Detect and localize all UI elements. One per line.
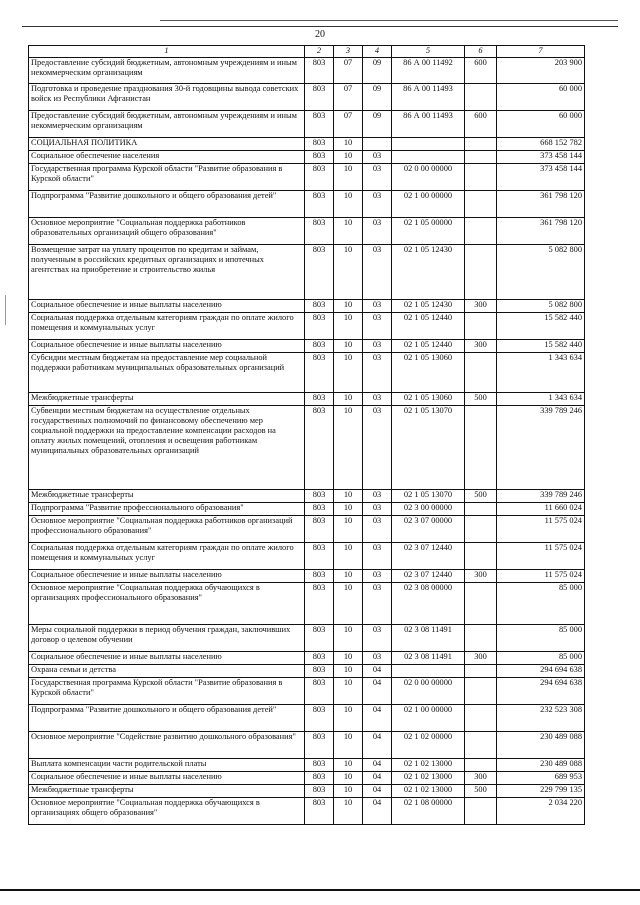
table-row <box>29 785 585 798</box>
table-row <box>29 245 585 300</box>
table-row <box>29 340 585 353</box>
cell-expense-type: 300 <box>465 300 497 313</box>
cell-ministry: 803 <box>305 785 334 798</box>
cell-amount: 11 575 024 <box>497 570 585 583</box>
cell-name: Социальное обеспечение и иные выплаты населению <box>29 340 305 353</box>
cell-target-article: 02 1 02 13000 <box>392 785 465 798</box>
cell-name: Предоставление субсидий бюджетным, автономным учреждениям и иным некоммерческим организациям <box>29 58 305 84</box>
cell-subsection: 03 <box>363 393 392 406</box>
cell-ministry: 803 <box>305 652 334 665</box>
header-col-5: 5 <box>392 46 465 58</box>
cell-name: Выплата компенсации части родительской платы <box>29 759 305 772</box>
cell-target-article: 02 1 05 12430 <box>392 245 465 300</box>
cell-section: 10 <box>334 665 363 678</box>
cell-section: 10 <box>334 772 363 785</box>
cell-ministry: 803 <box>305 490 334 503</box>
table-row <box>29 164 585 191</box>
table-row <box>29 58 585 84</box>
cell-name: Социальное обеспечение и иные выплаты населению <box>29 772 305 785</box>
cell-ministry: 803 <box>305 300 334 313</box>
cell-section: 10 <box>334 218 363 245</box>
cell-name: Государственная программа Курской области "Развитие образования в Курской области" <box>29 164 305 191</box>
cell-amount: 230 489 088 <box>497 759 585 772</box>
cell-name: Межбюджетные трансферты <box>29 393 305 406</box>
cell-section: 10 <box>334 759 363 772</box>
cell-subsection: 04 <box>363 759 392 772</box>
cell-target-article: 02 1 05 13070 <box>392 406 465 490</box>
cell-amount: 339 789 246 <box>497 406 585 490</box>
table-row <box>29 111 585 138</box>
cell-amount: 2 034 220 <box>497 798 585 825</box>
cell-amount: 203 900 <box>497 58 585 84</box>
cell-target-article: 02 1 05 00000 <box>392 218 465 245</box>
cell-section: 10 <box>334 340 363 353</box>
cell-ministry: 803 <box>305 732 334 759</box>
cell-expense-type <box>465 705 497 732</box>
cell-subsection: 03 <box>363 245 392 300</box>
cell-expense-type <box>465 245 497 300</box>
cell-ministry: 803 <box>305 772 334 785</box>
cell-expense-type <box>465 798 497 825</box>
cell-name: Социальная поддержка отдельным категориям граждан по оплате жилого помещения и коммунальных услуг <box>29 313 305 340</box>
cell-target-article: 02 3 07 00000 <box>392 516 465 543</box>
cell-ministry: 803 <box>305 570 334 583</box>
cell-expense-type: 600 <box>465 111 497 138</box>
cell-name: Межбюджетные трансферты <box>29 490 305 503</box>
cell-subsection: 09 <box>363 58 392 84</box>
cell-name: Социальное обеспечение и иные выплаты населению <box>29 300 305 313</box>
cell-subsection: 03 <box>363 218 392 245</box>
cell-expense-type: 600 <box>465 58 497 84</box>
cell-name: Охрана семьи и детства <box>29 665 305 678</box>
cell-amount: 361 798 120 <box>497 191 585 218</box>
cell-target-article: 02 3 08 11491 <box>392 652 465 665</box>
cell-subsection: 03 <box>363 570 392 583</box>
cell-amount: 15 582 440 <box>497 313 585 340</box>
cell-subsection: 03 <box>363 516 392 543</box>
cell-amount: 60 000 <box>497 111 585 138</box>
cell-amount: 11 575 024 <box>497 516 585 543</box>
cell-subsection: 04 <box>363 665 392 678</box>
cell-subsection: 03 <box>363 583 392 625</box>
cell-target-article: 02 1 00 00000 <box>392 191 465 218</box>
cell-expense-type: 500 <box>465 490 497 503</box>
cell-amount: 230 489 088 <box>497 732 585 759</box>
cell-amount: 15 582 440 <box>497 340 585 353</box>
cell-amount: 85 000 <box>497 625 585 652</box>
cell-section: 10 <box>334 393 363 406</box>
cell-subsection: 04 <box>363 705 392 732</box>
cell-target-article: 02 0 00 00000 <box>392 678 465 705</box>
cell-subsection: 04 <box>363 732 392 759</box>
cell-name: Социальное обеспечение и иные выплаты населению <box>29 652 305 665</box>
cell-section: 10 <box>334 516 363 543</box>
top-rule-short <box>160 20 618 21</box>
cell-name: Государственная программа Курской области "Развитие образования в Курской области" <box>29 678 305 705</box>
cell-amount: 1 343 634 <box>497 353 585 393</box>
cell-amount: 1 343 634 <box>497 393 585 406</box>
cell-ministry: 803 <box>305 191 334 218</box>
cell-section: 07 <box>334 84 363 111</box>
cell-target-article: 02 1 02 13000 <box>392 772 465 785</box>
cell-amount: 11 575 024 <box>497 543 585 570</box>
cell-section: 10 <box>334 353 363 393</box>
cell-subsection: 09 <box>363 84 392 111</box>
cell-name: СОЦИАЛЬНАЯ ПОЛИТИКА <box>29 138 305 151</box>
cell-target-article: 86 А 00 11493 <box>392 111 465 138</box>
cell-expense-type: 300 <box>465 652 497 665</box>
cell-expense-type <box>465 218 497 245</box>
cell-amount: 11 660 024 <box>497 503 585 516</box>
cell-amount: 339 789 246 <box>497 490 585 503</box>
cell-ministry: 803 <box>305 245 334 300</box>
table-row <box>29 625 585 652</box>
cell-amount: 294 694 638 <box>497 665 585 678</box>
cell-subsection: 03 <box>363 406 392 490</box>
table-row <box>29 570 585 583</box>
cell-target-article: 02 1 02 00000 <box>392 732 465 759</box>
header-row <box>29 46 585 58</box>
cell-target-article <box>392 138 465 151</box>
cell-ministry: 803 <box>305 151 334 164</box>
cell-amount: 60 000 <box>497 84 585 111</box>
cell-expense-type <box>465 406 497 490</box>
cell-name: Основное мероприятие "Социальная поддержка обучающихся в организациях профессионального образования" <box>29 583 305 625</box>
cell-subsection: 03 <box>363 300 392 313</box>
cell-expense-type: 500 <box>465 785 497 798</box>
cell-section: 10 <box>334 543 363 570</box>
cell-name: Подпрограмма "Развитие дошкольного и общего образования детей" <box>29 705 305 732</box>
cell-ministry: 803 <box>305 138 334 151</box>
cell-amount: 5 082 800 <box>497 300 585 313</box>
cell-target-article: 02 1 05 13060 <box>392 393 465 406</box>
table-row <box>29 665 585 678</box>
cell-target-article: 02 0 00 00000 <box>392 164 465 191</box>
cell-section: 10 <box>334 490 363 503</box>
cell-ministry: 803 <box>305 164 334 191</box>
cell-section: 10 <box>334 678 363 705</box>
cell-name: Основное мероприятие "Содействие развитию дошкольного образования" <box>29 732 305 759</box>
cell-name: Основное мероприятие "Социальная поддержка работников образовательных организаций общего образования" <box>29 218 305 245</box>
cell-section: 10 <box>334 652 363 665</box>
cell-target-article: 02 1 08 00000 <box>392 798 465 825</box>
cell-section: 10 <box>334 503 363 516</box>
table-row <box>29 583 585 625</box>
cell-expense-type <box>465 678 497 705</box>
table-row <box>29 772 585 785</box>
cell-ministry: 803 <box>305 406 334 490</box>
cell-expense-type <box>465 353 497 393</box>
cell-expense-type <box>465 503 497 516</box>
cell-section: 10 <box>334 151 363 164</box>
table-row <box>29 353 585 393</box>
header-col-2: 2 <box>305 46 334 58</box>
cell-ministry: 803 <box>305 678 334 705</box>
table-row <box>29 798 585 825</box>
cell-subsection: 03 <box>363 490 392 503</box>
cell-target-article: 02 3 07 12440 <box>392 570 465 583</box>
cell-name: Социальное обеспечение населения <box>29 151 305 164</box>
cell-subsection: 03 <box>363 503 392 516</box>
cell-expense-type <box>465 191 497 218</box>
cell-ministry: 803 <box>305 543 334 570</box>
header-col-4: 4 <box>363 46 392 58</box>
cell-expense-type: 300 <box>465 570 497 583</box>
cell-target-article: 02 3 00 00000 <box>392 503 465 516</box>
cell-name: Социальная поддержка отдельным категориям граждан по оплате жилого помещения и коммунальных услуг <box>29 543 305 570</box>
cell-section: 10 <box>334 583 363 625</box>
cell-name: Субвенции местным бюджетам на осуществление отдельных государственных полномочий по финансовому обеспечению мер социальной поддержки на предоставление компенсации расходов на оплату жилых помещений, отопления и освещения работникам муниципальных образовательных организаций <box>29 406 305 490</box>
cell-subsection: 04 <box>363 772 392 785</box>
cell-expense-type: 500 <box>465 393 497 406</box>
cell-target-article: 02 1 05 13060 <box>392 353 465 393</box>
cell-expense-type <box>465 759 497 772</box>
cell-ministry: 803 <box>305 503 334 516</box>
cell-name: Возмещение затрат на уплату процентов по кредитам и займам, полученным в российских кредитных организациях и ипотечных агентствах на приобретение и строительство жилья <box>29 245 305 300</box>
table-row <box>29 678 585 705</box>
cell-target-article: 02 3 08 11491 <box>392 625 465 652</box>
header-col-3: 3 <box>334 46 363 58</box>
cell-section: 10 <box>334 164 363 191</box>
table-row <box>29 151 585 164</box>
cell-target-article: 02 1 05 12440 <box>392 340 465 353</box>
cell-ministry: 803 <box>305 759 334 772</box>
cell-expense-type <box>465 138 497 151</box>
cell-section: 10 <box>334 191 363 218</box>
cell-ministry: 803 <box>305 516 334 543</box>
cell-expense-type <box>465 313 497 340</box>
top-rule <box>22 26 618 27</box>
cell-name: Подпрограмма "Развитие профессионального образования" <box>29 503 305 516</box>
cell-target-article <box>392 151 465 164</box>
table-row <box>29 503 585 516</box>
cell-amount: 229 799 135 <box>497 785 585 798</box>
cell-section: 10 <box>334 138 363 151</box>
cell-section: 10 <box>334 732 363 759</box>
cell-section: 10 <box>334 570 363 583</box>
cell-amount: 294 694 638 <box>497 678 585 705</box>
cell-target-article: 02 1 02 13000 <box>392 759 465 772</box>
cell-section: 10 <box>334 300 363 313</box>
table-row <box>29 732 585 759</box>
table-row <box>29 138 585 151</box>
header-col-7: 7 <box>497 46 585 58</box>
cell-ministry: 803 <box>305 58 334 84</box>
cell-section: 10 <box>334 785 363 798</box>
cell-expense-type <box>465 84 497 111</box>
table-row <box>29 759 585 772</box>
cell-section: 10 <box>334 313 363 340</box>
cell-subsection: 04 <box>363 798 392 825</box>
cell-amount: 689 953 <box>497 772 585 785</box>
cell-target-article: 02 1 05 12440 <box>392 313 465 340</box>
cell-ministry: 803 <box>305 218 334 245</box>
page-number: 20 <box>315 29 325 40</box>
cell-expense-type <box>465 151 497 164</box>
cell-name: Межбюджетные трансферты <box>29 785 305 798</box>
cell-subsection: 03 <box>363 164 392 191</box>
cell-subsection: 03 <box>363 313 392 340</box>
cell-name: Подпрограмма "Развитие дошкольного и общего образования детей" <box>29 191 305 218</box>
cell-section: 10 <box>334 798 363 825</box>
cell-expense-type: 300 <box>465 772 497 785</box>
cell-subsection: 09 <box>363 111 392 138</box>
table-row <box>29 516 585 543</box>
cell-ministry: 803 <box>305 84 334 111</box>
cell-name: Социальное обеспечение и иные выплаты населению <box>29 570 305 583</box>
cell-target-article <box>392 665 465 678</box>
cell-section: 07 <box>334 58 363 84</box>
cell-subsection: 03 <box>363 151 392 164</box>
cell-target-article: 02 1 05 12430 <box>392 300 465 313</box>
cell-target-article: 86 А 00 11493 <box>392 84 465 111</box>
budget-table <box>28 45 585 825</box>
cell-target-article: 02 3 07 12440 <box>392 543 465 570</box>
header-col-6: 6 <box>465 46 497 58</box>
cell-amount: 85 000 <box>497 652 585 665</box>
cell-amount: 373 458 144 <box>497 164 585 191</box>
table-row <box>29 406 585 490</box>
cell-ministry: 803 <box>305 393 334 406</box>
cell-name: Основное мероприятие "Социальная поддержка работников организаций профессионального образования" <box>29 516 305 543</box>
cell-ministry: 803 <box>305 625 334 652</box>
cell-ministry: 803 <box>305 705 334 732</box>
cell-subsection: 03 <box>363 543 392 570</box>
table-row <box>29 490 585 503</box>
cell-ministry: 803 <box>305 665 334 678</box>
table-row <box>29 543 585 570</box>
cell-name: Подготовка и проведение празднования 30-й годовщины вывода советских войск из Республики Афганистан <box>29 84 305 111</box>
cell-amount: 361 798 120 <box>497 218 585 245</box>
bottom-rule <box>0 889 640 891</box>
cell-target-article: 02 1 00 00000 <box>392 705 465 732</box>
cell-amount: 668 152 782 <box>497 138 585 151</box>
cell-name: Субсидии местным бюджетам на предоставление мер социальной поддержки работникам муниципальных образовательных организаций <box>29 353 305 393</box>
cell-subsection: 03 <box>363 625 392 652</box>
cell-subsection: 03 <box>363 340 392 353</box>
cell-ministry: 803 <box>305 313 334 340</box>
cell-amount: 232 523 308 <box>497 705 585 732</box>
header-col-1: 1 <box>29 46 305 58</box>
cell-expense-type <box>465 732 497 759</box>
cell-section: 10 <box>334 625 363 652</box>
cell-ministry: 803 <box>305 111 334 138</box>
cell-ministry: 803 <box>305 798 334 825</box>
table-row <box>29 191 585 218</box>
cell-amount: 5 082 800 <box>497 245 585 300</box>
cell-name: Меры социальной поддержки в период обучения граждан, заключивших договор о целевом обучении <box>29 625 305 652</box>
cell-amount: 85 000 <box>497 583 585 625</box>
cell-ministry: 803 <box>305 340 334 353</box>
table-row <box>29 313 585 340</box>
margin-mark <box>5 295 6 325</box>
cell-subsection: 03 <box>363 191 392 218</box>
cell-ministry: 803 <box>305 353 334 393</box>
cell-expense-type <box>465 583 497 625</box>
cell-subsection: 03 <box>363 353 392 393</box>
cell-subsection: 04 <box>363 678 392 705</box>
cell-expense-type <box>465 665 497 678</box>
cell-section: 10 <box>334 705 363 732</box>
cell-name: Основное мероприятие "Социальная поддержка обучающихся в организациях общего образования" <box>29 798 305 825</box>
cell-target-article: 86 А 00 11492 <box>392 58 465 84</box>
table-row <box>29 652 585 665</box>
cell-section: 10 <box>334 245 363 300</box>
table-row <box>29 705 585 732</box>
cell-section: 10 <box>334 406 363 490</box>
table-row <box>29 218 585 245</box>
cell-target-article: 02 1 05 13070 <box>392 490 465 503</box>
cell-expense-type <box>465 625 497 652</box>
cell-name: Предоставление субсидий бюджетным, автономным учреждениям и иным некоммерческим организациям <box>29 111 305 138</box>
cell-subsection: 03 <box>363 652 392 665</box>
cell-section: 07 <box>334 111 363 138</box>
cell-target-article: 02 3 08 00000 <box>392 583 465 625</box>
cell-ministry: 803 <box>305 583 334 625</box>
cell-subsection <box>363 138 392 151</box>
cell-expense-type <box>465 164 497 191</box>
cell-subsection: 04 <box>363 785 392 798</box>
table-row <box>29 300 585 313</box>
table-row <box>29 393 585 406</box>
cell-expense-type <box>465 543 497 570</box>
cell-expense-type <box>465 516 497 543</box>
cell-amount: 373 458 144 <box>497 151 585 164</box>
cell-expense-type: 300 <box>465 340 497 353</box>
table-row <box>29 84 585 111</box>
